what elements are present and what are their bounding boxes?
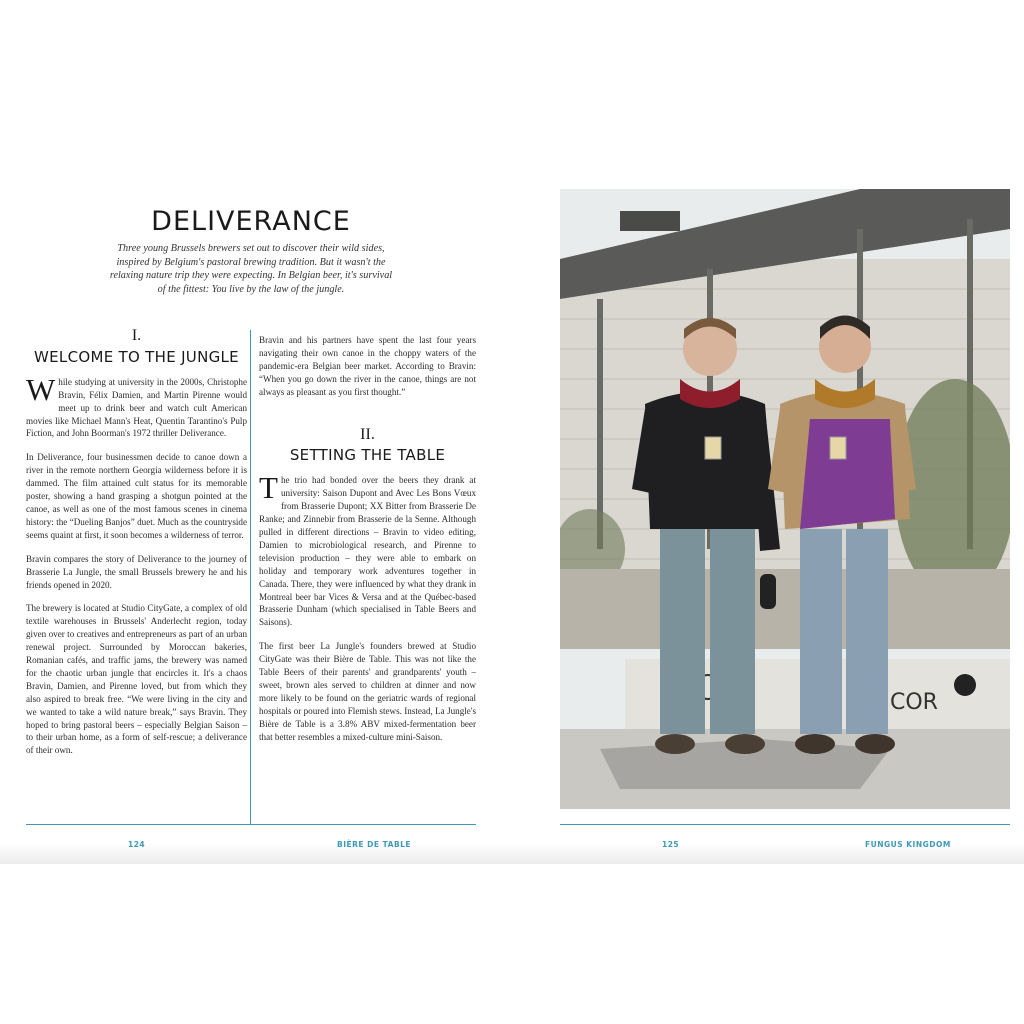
section-number: I. bbox=[131, 327, 142, 344]
left-footer-rule bbox=[26, 824, 476, 825]
running-title-left: BIÈRE DE TABLE bbox=[337, 840, 412, 849]
left-text-column bbox=[26, 327, 247, 768]
beer-glass bbox=[705, 437, 721, 459]
paragraph bbox=[259, 470, 476, 629]
jeans-right bbox=[800, 529, 842, 734]
column-divider bbox=[250, 330, 251, 824]
paragraph: In Deliverance, four businessmen decide to canoe down a river in the remote northern Georgia wilderness before it is dammed. The film attained cult status for its memorable poster, showing a hand grasping a shotgun pointed at the canoe, as well as one of the most famous scenes in cinema history: the “Dueling Banjos” duet. Much as the countryside seems quaint at first, it soon becomes a wilderness of terror. bbox=[26, 452, 247, 540]
graffiti-sticker bbox=[954, 674, 976, 696]
paragraph bbox=[26, 371, 247, 441]
paragraph: The brewery is located at Studio CityGate, a complex of old textile warehouses in Brussels' Anderlecht region, today given over to creatives and entrepreneurs as part of an urban renewal project. Surrounded by Moroccan bakeries, Romanian cafés, and traffic jams, the brewery was named for the chaotic urban jungle that encircles it. It's a chaos Bravin, Damien, and Pirenne loved, but from which they also aspired to break free. “We were living in the city and we wanted to take a wild nature break,” says Bravin. They hoped to bring pastoral beers – especially Belgian Saison – to their urban home, as a form of self-rescue; a deliverance of their own. bbox=[26, 603, 247, 756]
beer-glass bbox=[830, 437, 846, 459]
section-heading: WELCOME TO THE JUNGLE bbox=[34, 347, 239, 366]
boot bbox=[655, 734, 695, 754]
right-text-column bbox=[259, 334, 476, 754]
purple-panel bbox=[800, 419, 895, 529]
page-number-left: 124 bbox=[128, 840, 146, 849]
article-standfirst: Three young Brussels brewers set out to discover their wild sides, inspired by Belgium's pastoral brewing tradition. But it wasn't the relaxing nature trip they were expecting. In Belgian beer, it's survival of the fittest: You live by the law of the jungle. bbox=[109, 243, 393, 295]
right-footer-rule bbox=[560, 824, 1010, 825]
drop-cap: T bbox=[259, 470, 278, 506]
brewers-photo bbox=[560, 189, 1010, 809]
page-number-right: 125 bbox=[662, 840, 680, 849]
photo-illustration bbox=[560, 189, 1010, 809]
drop-cap: W bbox=[26, 371, 56, 407]
paragraph-text: he trio had bonded over the beers they drank at university: Saison Dupont and Avec Les Bons Vœux from Brasserie Dupont; XX Bitter from Brasserie De Ranke; and Zinnebir from Brasserie de la Senne. Although pulled in different directions – Bravin to video editing, Damien to microbiological research, and Pirenne to television production – they were able to embark on holiday and temporary work adventures together in Canada. There, they were influenced by what they drank in Montreal beer bar Vices & Versa and at the Québec-based Brasserie Dunham (which specialised in Table Beers and Saisons). bbox=[259, 475, 476, 628]
paragraph: The first beer La Jungle's founders brewed at Studio CityGate was their Bière de Table. This was not like the Table Beers of their parents' and grandparents' youth – sweet, brown ales served to children at dinner and now more likely to be found on the geriatric wards of regional hospitals or poured into Flemish stews. Instead, La Jungle's Bière de Table is a 3.8% ABV mixed-fermentation beer that better resembles a mixed-culture mini-Saison. bbox=[259, 641, 476, 742]
section-number: II. bbox=[360, 425, 375, 443]
running-title-right: FUNGUS KINGDOM bbox=[865, 840, 951, 849]
lower-wall bbox=[560, 569, 1010, 649]
paragraph: Bravin and his partners have spent the last four years navigating their own canoe in the choppy waters of the pandemic-era Belgian beer market. According to Bravin: “When you go down the river in the canoe, things are not always as pleasant as you first thought.” bbox=[259, 335, 476, 397]
section-heading: SETTING THE TABLE bbox=[289, 446, 446, 465]
boot bbox=[795, 734, 835, 754]
paragraph: Bravin compares the story of Deliverance to the journey of Brasserie La Jungle, the small Brussels brewery he and his friends opened in 2020. bbox=[26, 553, 247, 590]
wall-graffiti: COR bbox=[890, 690, 938, 715]
bottle bbox=[760, 574, 776, 609]
chimney bbox=[620, 211, 680, 231]
jeans-left bbox=[660, 519, 705, 734]
paragraph-text: hile studying at university in the 2000s, Christophe Bravin, Félix Damien, and Martin Pirenne would meet up to drink beer and watch cult American movies like Michael Mann's Heat, Quentin Tarantino's Pulp Fiction, and John Boorman's 1972 thriller Deliverance. bbox=[26, 376, 247, 439]
article-title: DELIVERANCE bbox=[151, 206, 351, 238]
